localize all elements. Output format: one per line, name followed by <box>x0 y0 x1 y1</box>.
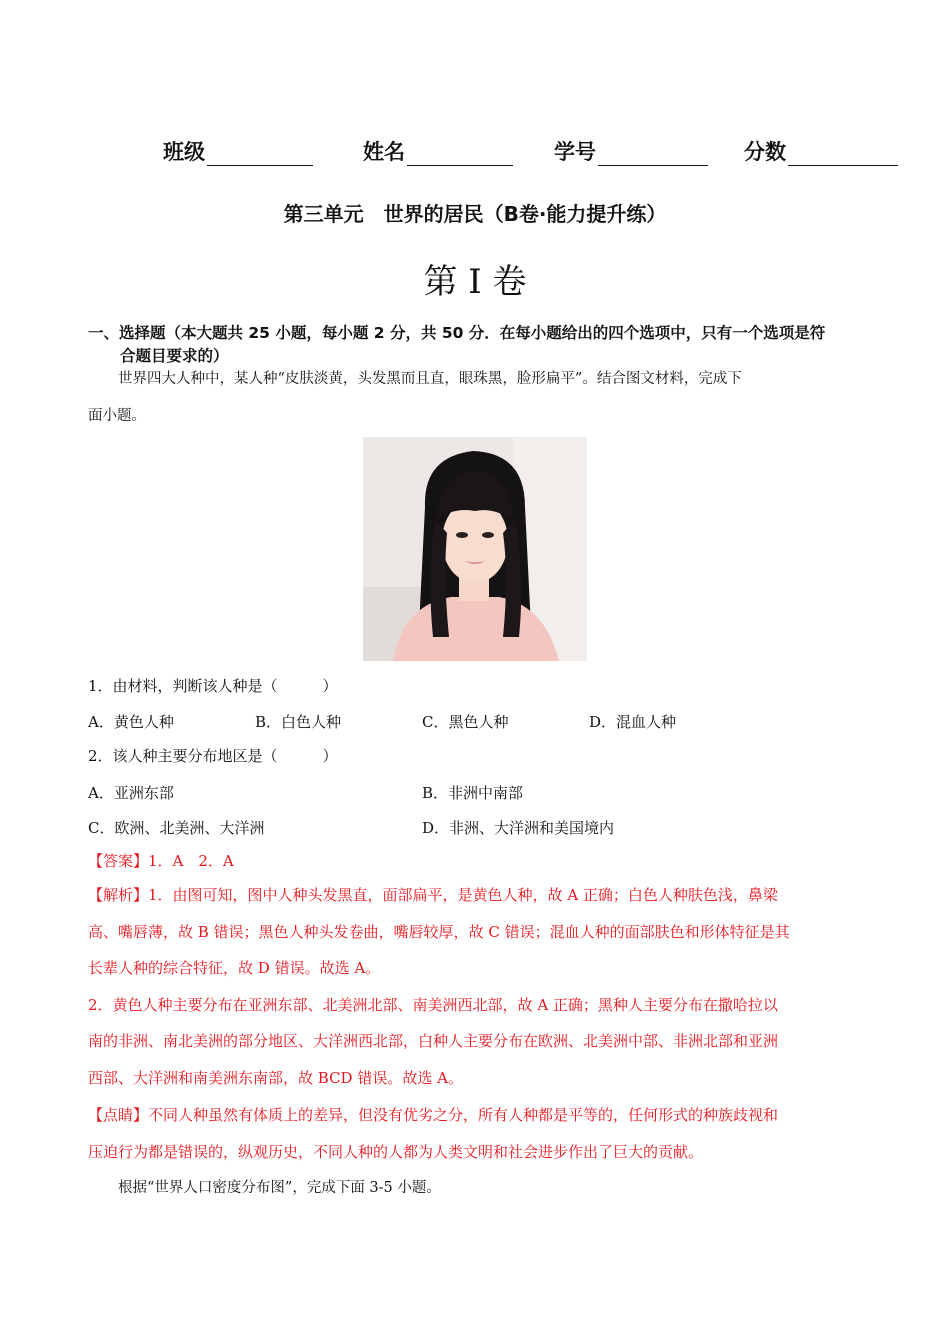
q2-option-b[interactable]: B．非洲中南部 <box>422 784 524 802</box>
class-blank[interactable] <box>207 141 313 166</box>
q1-option-a[interactable]: A．黄色人种 <box>88 713 174 731</box>
analysis-line2: 高、嘴唇薄，故 B 错误；黑色人种头发卷曲，嘴唇较厚，故 C 错误；混血人种的面部肤色和形体特征是其 <box>88 922 790 941</box>
name-blank[interactable] <box>407 141 513 166</box>
portrait-photo <box>363 437 587 661</box>
volume-title: 第 I 卷 <box>423 262 527 302</box>
next-material-text <box>88 1176 863 1197</box>
unit-title: 第三单元 世界的居民（B卷·能力提升练） <box>283 202 667 226</box>
q1-option-d[interactable]: D．混血人种 <box>589 713 677 731</box>
portrait-image <box>363 437 587 661</box>
score-label: 分数 <box>744 140 786 164</box>
class-label: 班级 <box>163 140 205 164</box>
student-id-blank[interactable] <box>598 141 708 166</box>
q2-option-a[interactable]: A．亚洲东部 <box>88 784 174 802</box>
q1-option-c[interactable]: C．黑色人种 <box>422 713 509 731</box>
class-field[interactable] <box>163 136 313 166</box>
answer-tag: 【答案】 <box>88 852 149 870</box>
section-heading-line2: 合题目要求的） <box>120 347 229 365</box>
answer-block <box>88 851 234 871</box>
student-info-row <box>0 136 950 170</box>
question-2-stem: 2．该人种主要分布地区是（ ） <box>88 747 338 765</box>
section-heading-line1: 一、选择题（本大题共 25 小题，每小题 2 分，共 50 分．在每小题给出的四个选项中，只有一个选项是符 <box>88 324 826 342</box>
material-line1: 世界四大人种中，某人种“皮肤淡黄，头发黑而且直，眼珠黑，脸形扁平”。结合图文材料，完成下 <box>118 371 742 387</box>
comment-line2: 压迫行为都是错误的，纵观历史，不同人种的人都为人类文明和社会进步作出了巨大的贡献。 <box>88 1142 704 1161</box>
analysis-block <box>88 877 863 1096</box>
next-material-line: 根据“世界人口密度分布图”，完成下面 3-5 小题。 <box>118 1180 441 1196</box>
answer-text: 1．A 2．A <box>148 852 234 870</box>
analysis-line3: 长辈人种的综合特征，故 D 错误。故选 A。 <box>88 959 381 977</box>
comment-tag: 【点睛】 <box>88 1106 149 1124</box>
analysis-line1: 1．由图可知，图中人种头发黑直，面部扁平，是黄色人种，故 A 正确；白色人种肤色浅，鼻梁 <box>148 886 778 904</box>
q2-option-c[interactable]: C．欧洲、北美洲、大洋洲 <box>88 819 265 837</box>
q1-option-b[interactable]: B．白色人种 <box>255 713 342 731</box>
name-field[interactable] <box>363 136 513 166</box>
analysis-tag: 【解析】 <box>88 886 149 904</box>
student-id-label: 学号 <box>554 140 596 164</box>
score-field[interactable] <box>744 136 898 166</box>
comment-block <box>88 1097 863 1170</box>
material-line2: 面小题。 <box>88 408 146 424</box>
name-label: 姓名 <box>363 140 405 164</box>
material-text <box>88 361 863 435</box>
analysis-line5: 南的非洲、南北美洲的部分地区、大洋洲西北部，白种人主要分布在欧洲、北美洲中部、非洲北部和亚洲 <box>88 1032 779 1050</box>
student-id-field[interactable] <box>554 136 708 166</box>
analysis-line4: 2．黄色人种主要分布在亚洲东部、北美洲北部、南美洲西北部，故 A 正确；黑种人主要分布在撒哈拉以 <box>88 995 778 1014</box>
comment-line1: 不同人种虽然有体质上的差异，但没有优劣之分，所有人种都是平等的，任何形式的种族歧视和 <box>148 1106 779 1124</box>
q2-option-d[interactable]: D．非洲、大洋洲和美国境内 <box>422 819 615 837</box>
score-blank[interactable] <box>788 141 898 166</box>
question-1-stem: 1．由材料，判断该人种是（ ） <box>88 677 338 695</box>
analysis-line6: 西部、大洋洲和南美洲东南部，故 BCD 错误。故选 A。 <box>88 1068 463 1087</box>
